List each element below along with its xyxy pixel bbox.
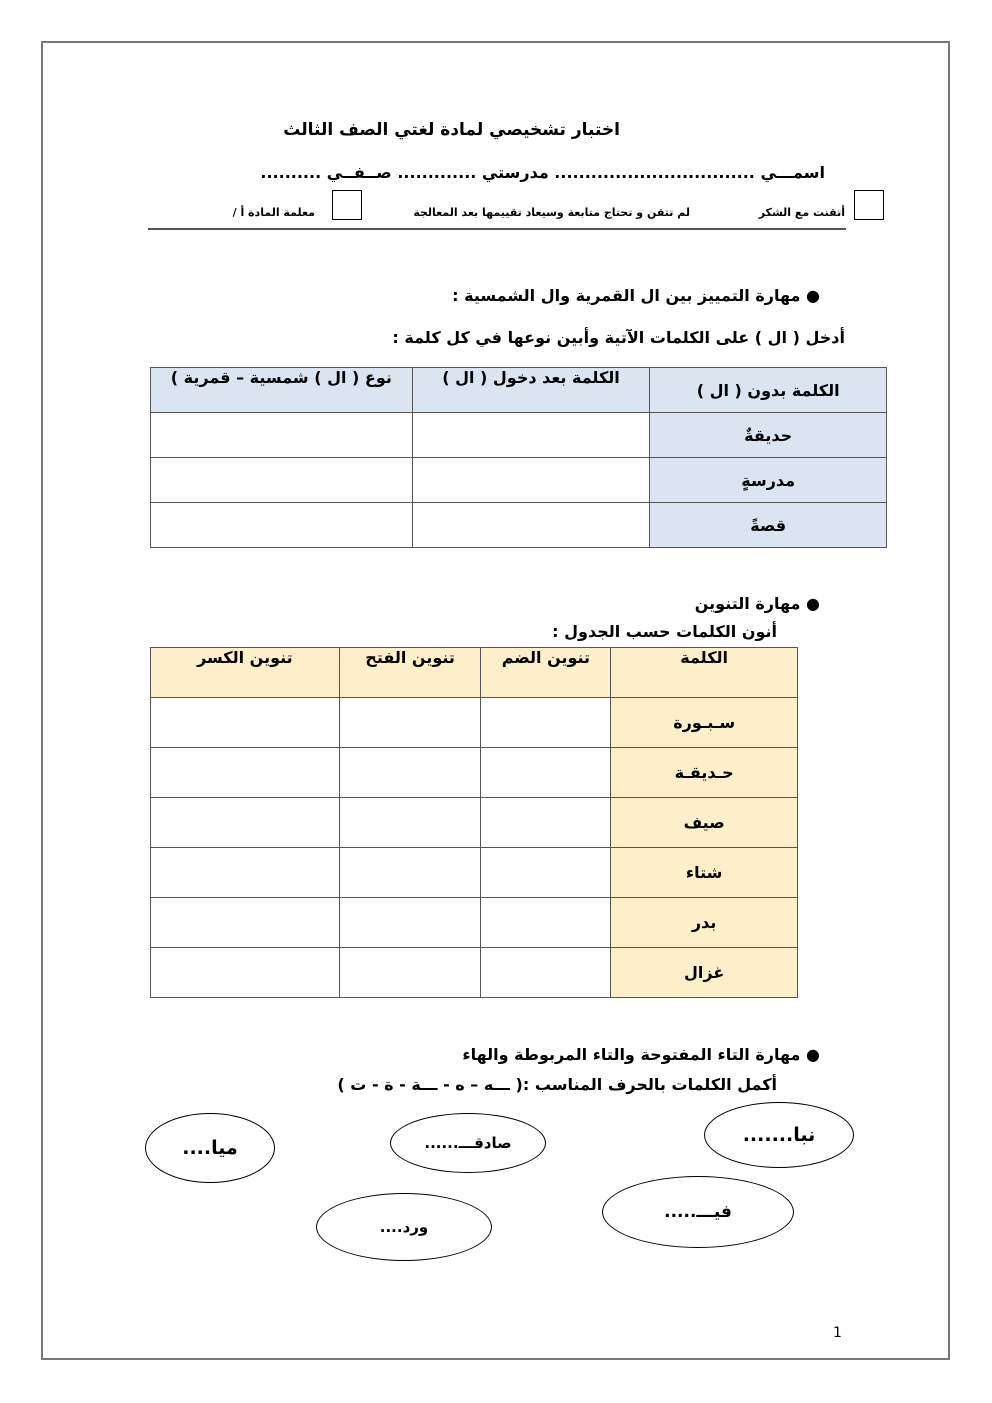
answer-cell[interactable] — [339, 948, 481, 998]
header-cell: تنوين الضم — [481, 648, 611, 698]
word-cell: صيف — [611, 798, 798, 848]
word-cell: بدر — [611, 898, 798, 948]
answer-cell[interactable] — [481, 948, 611, 998]
answer-cell[interactable] — [151, 898, 340, 948]
word-oval[interactable]: فيـــ..... — [602, 1176, 794, 1248]
answer-cell[interactable] — [151, 798, 340, 848]
tanween-table — [150, 647, 798, 998]
word-oval[interactable]: ورد.... — [316, 1193, 492, 1261]
not-mastered-label: لم تتقن و تحتاج متابعة وسيعاد تقييمها بعد المعالجة — [413, 206, 690, 219]
answer-cell[interactable] — [339, 698, 481, 748]
section3-title-text: مهارة التاء المفتوحة والتاء المربوطة والهاء — [462, 1045, 801, 1064]
answer-cell[interactable] — [481, 698, 611, 748]
word-cell: حـديقـة — [611, 748, 798, 798]
section3-instruction: أكمل الكلمات بالحرف المناسب :( ـــه – ه - ـــة - ة - ت ) — [337, 1075, 777, 1094]
section2-title-text: مهارة التنوين — [694, 594, 801, 613]
page-number: 1 — [833, 1325, 842, 1341]
word-oval[interactable]: ميا.... — [145, 1113, 275, 1183]
answer-cell[interactable] — [151, 848, 340, 898]
page-title: اختبار تشخيصي لمادة لغتي الصف الثالث — [283, 120, 620, 140]
header-cell: الكلمة — [611, 648, 798, 698]
answer-cell[interactable] — [151, 748, 340, 798]
header-cell: نوع ( ال ) شمسية – قمرية ) — [151, 368, 413, 413]
header-cell: الكلمة بعد دخول ( ال ) — [412, 368, 650, 413]
word-cell: حديقةٌ — [650, 413, 887, 458]
answer-cell[interactable] — [151, 698, 340, 748]
answer-cell[interactable] — [339, 898, 481, 948]
answer-cell[interactable] — [481, 848, 611, 898]
mastered-label: أتقنت مع الشكر — [758, 206, 845, 219]
header-cell: تنوين الكسر — [151, 648, 340, 698]
section3-title: ● مهارة التاء المفتوحة والتاء المربوطة والهاء — [462, 1045, 820, 1064]
answer-cell[interactable] — [412, 458, 650, 503]
answer-cell[interactable] — [412, 503, 650, 548]
section1-instruction: أدخل ( ال ) على الكلمات الآتية وأبين نوعها في كل كلمة : — [392, 328, 845, 347]
answer-cell[interactable] — [151, 458, 413, 503]
answer-cell[interactable] — [339, 848, 481, 898]
section2-instruction: أنون الكلمات حسب الجدول : — [552, 622, 777, 641]
answer-cell[interactable] — [151, 503, 413, 548]
word-cell: سـبـورة — [611, 698, 798, 748]
mastered-checkbox[interactable] — [854, 190, 884, 220]
word-oval[interactable]: نبا....... — [704, 1102, 854, 1168]
answer-cell[interactable] — [481, 798, 611, 848]
answer-cell[interactable] — [339, 798, 481, 848]
answer-cell[interactable] — [412, 413, 650, 458]
header-cell: تنوين الفتح — [339, 648, 481, 698]
header-divider — [148, 228, 846, 230]
section1-title: ● مهارة التمييز بين ال القمرية وال الشمسية : — [452, 286, 820, 305]
header-cell: الكلمة بدون ( ال ) — [650, 368, 887, 413]
student-info-line: اسمـــي ................................. مدرستي ............. صــفــي .......... — [260, 163, 825, 182]
word-cell: قصةً — [650, 503, 887, 548]
teacher-label: معلمة المادة أ / — [232, 206, 315, 219]
answer-cell[interactable] — [339, 748, 481, 798]
answer-cell[interactable] — [151, 413, 413, 458]
answer-cell[interactable] — [481, 748, 611, 798]
answer-cell[interactable] — [151, 948, 340, 998]
word-cell: مدرسةٍ — [650, 458, 887, 503]
word-cell: غزال — [611, 948, 798, 998]
word-cell: شتاء — [611, 848, 798, 898]
al-table — [150, 367, 887, 548]
section1-title-text: مهارة التمييز بين ال القمرية وال الشمسية : — [452, 286, 801, 305]
word-oval[interactable]: صادقـــ...... — [390, 1113, 546, 1173]
section2-title: ● مهارة التنوين — [694, 594, 820, 613]
answer-cell[interactable] — [481, 898, 611, 948]
not-mastered-checkbox[interactable] — [332, 190, 362, 220]
